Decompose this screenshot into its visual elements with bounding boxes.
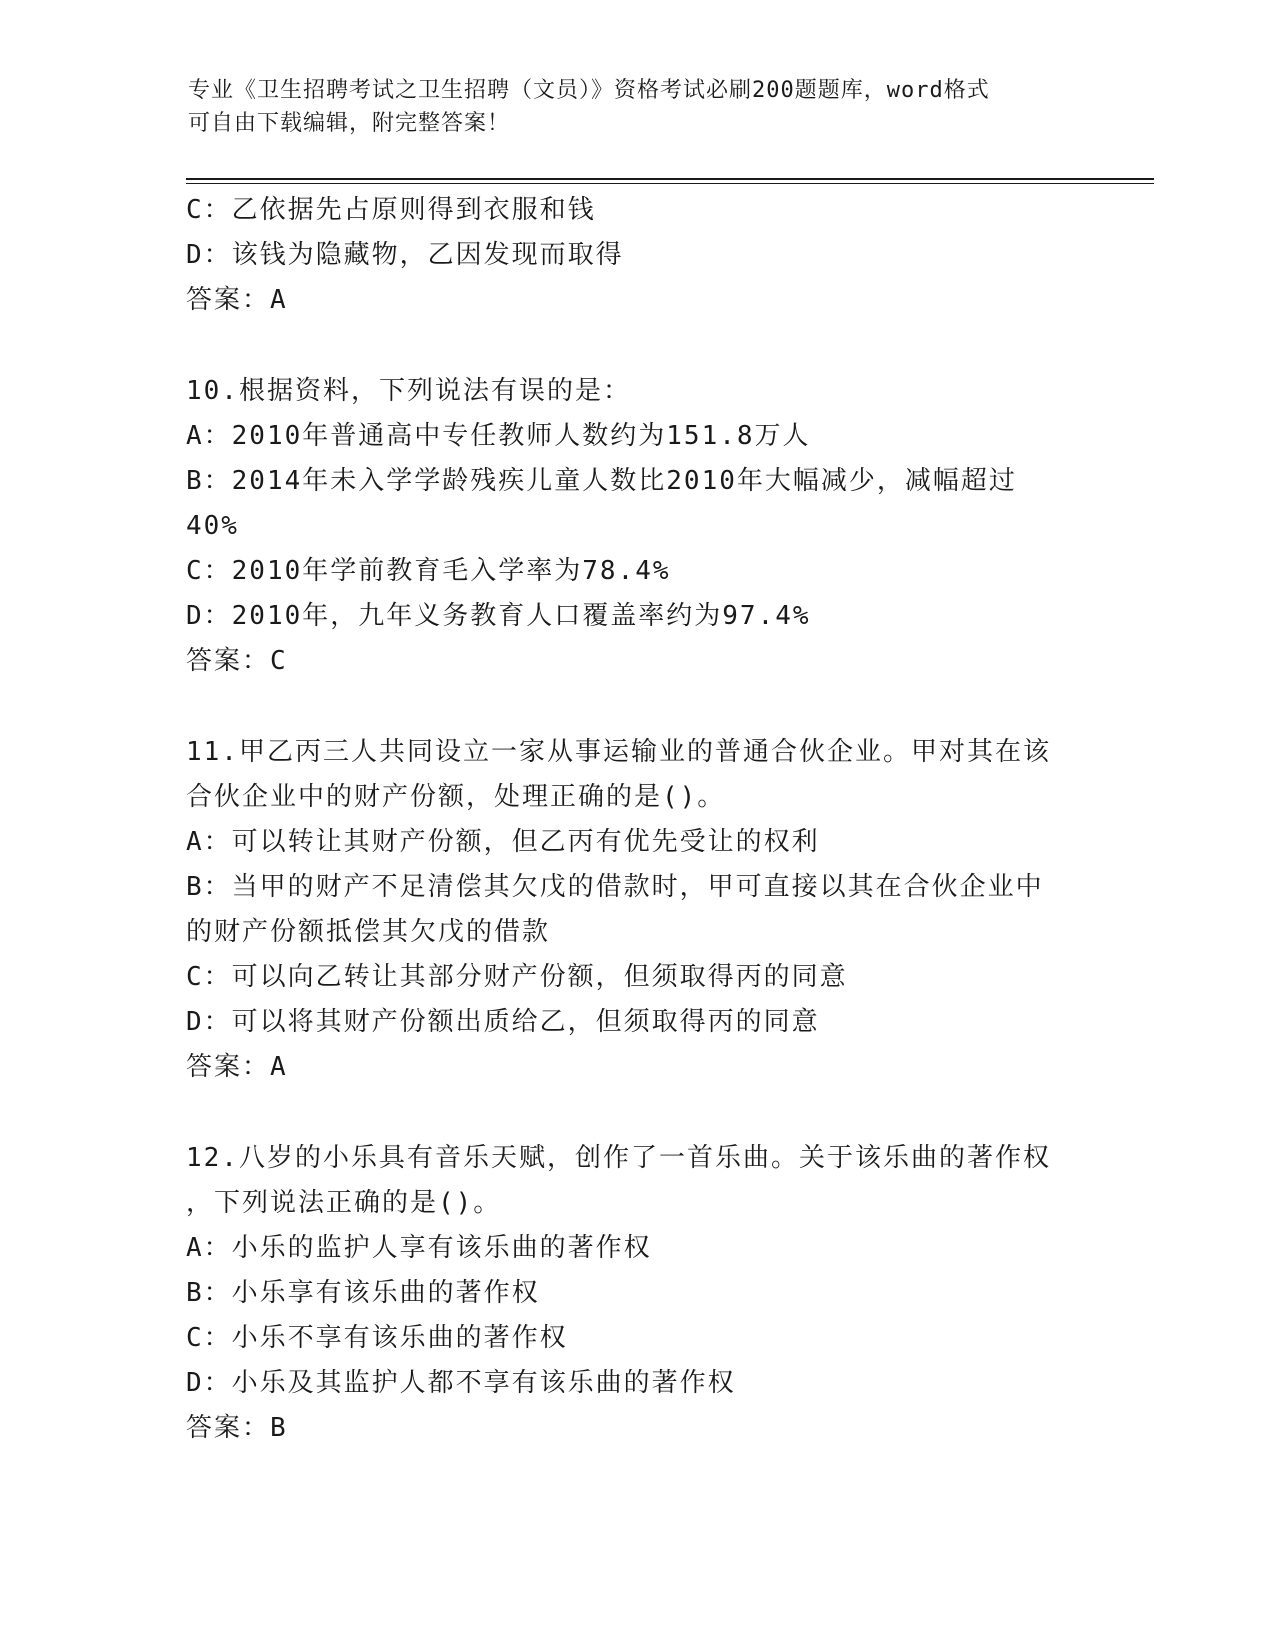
- option-b-continued: 40%: [186, 511, 239, 541]
- option-c: C：小乐不享有该乐曲的著作权: [186, 1323, 568, 1353]
- option-a: A：可以转让其财产份额，但乙丙有优先受让的权利: [186, 827, 820, 857]
- answer-value: B: [270, 1413, 287, 1443]
- question-12: [186, 1136, 1086, 1451]
- answer-label: 答案：: [186, 646, 271, 676]
- header-rule-thick: [186, 178, 1154, 180]
- answer-value: A: [270, 1052, 287, 1082]
- option-a: A：小乐的监护人享有该乐曲的著作权: [186, 1233, 652, 1263]
- option-c: C：乙依据先占原则得到衣服和钱: [186, 195, 596, 225]
- question-stem-continued: 合伙企业中的财产份额，处理正确的是()。: [186, 782, 726, 812]
- answer-label: 答案：: [186, 1052, 271, 1082]
- option-c: C：2010年学前教育毛入学率为78.4%: [186, 556, 671, 586]
- question-stem-continued: ，下列说法正确的是()。: [186, 1188, 502, 1218]
- option-d: D：小乐及其监护人都不享有该乐曲的著作权: [186, 1368, 736, 1398]
- answer-label: 答案：: [186, 1413, 271, 1443]
- document-header: [188, 74, 1068, 140]
- question-10: [186, 369, 1086, 684]
- option-c: C：可以向乙转让其部分财产份额，但须取得丙的同意: [186, 962, 848, 992]
- option-b-continued: 的财产份额抵偿其欠戊的借款: [186, 917, 551, 947]
- question-9-continuation: [186, 188, 1086, 323]
- document-body: [186, 188, 1086, 1451]
- question-stem: 10.根据资料，下列说法有误的是：: [186, 376, 631, 406]
- answer-line: [186, 1045, 1086, 1090]
- option-d: D：2010年，九年义务教育人口覆盖率约为97.4%: [186, 601, 811, 631]
- answer-line: [186, 1406, 1086, 1451]
- option-d: D：可以将其财产份额出质给乙，但须取得丙的同意: [186, 1007, 820, 1037]
- option-b: B：小乐享有该乐曲的著作权: [186, 1278, 540, 1308]
- answer-value: C: [270, 646, 287, 676]
- header-line-2: 可自由下载编辑，附完整答案！: [188, 111, 511, 136]
- header-line-1: 专业《卫生招聘考试之卫生招聘（文员）》资格考试必刷200题题库，word格式: [188, 78, 990, 103]
- question-11: [186, 730, 1086, 1090]
- option-d: D：该钱为隐藏物，乙因发现而取得: [186, 240, 624, 270]
- answer-line: [186, 278, 1086, 323]
- answer-value: A: [270, 285, 287, 315]
- option-b: B：当甲的财产不足清偿其欠戊的借款时，甲可直接以其在合伙企业中: [186, 872, 1044, 902]
- question-stem: 12.八岁的小乐具有音乐天赋，创作了一首乐曲。关于该乐曲的著作权: [186, 1143, 1051, 1173]
- answer-line: [186, 639, 1086, 684]
- question-stem: 11.甲乙丙三人共同设立一家从事运输业的普通合伙企业。甲对其在该: [186, 737, 1051, 767]
- option-b: B：2014年未入学学龄残疾儿童人数比2010年大幅减少，减幅超过: [186, 466, 1017, 496]
- answer-label: 答案：: [186, 285, 271, 315]
- header-rule-thin: [186, 183, 1154, 184]
- option-a: A：2010年普通高中专任教师人数约为151.8万人: [186, 421, 811, 451]
